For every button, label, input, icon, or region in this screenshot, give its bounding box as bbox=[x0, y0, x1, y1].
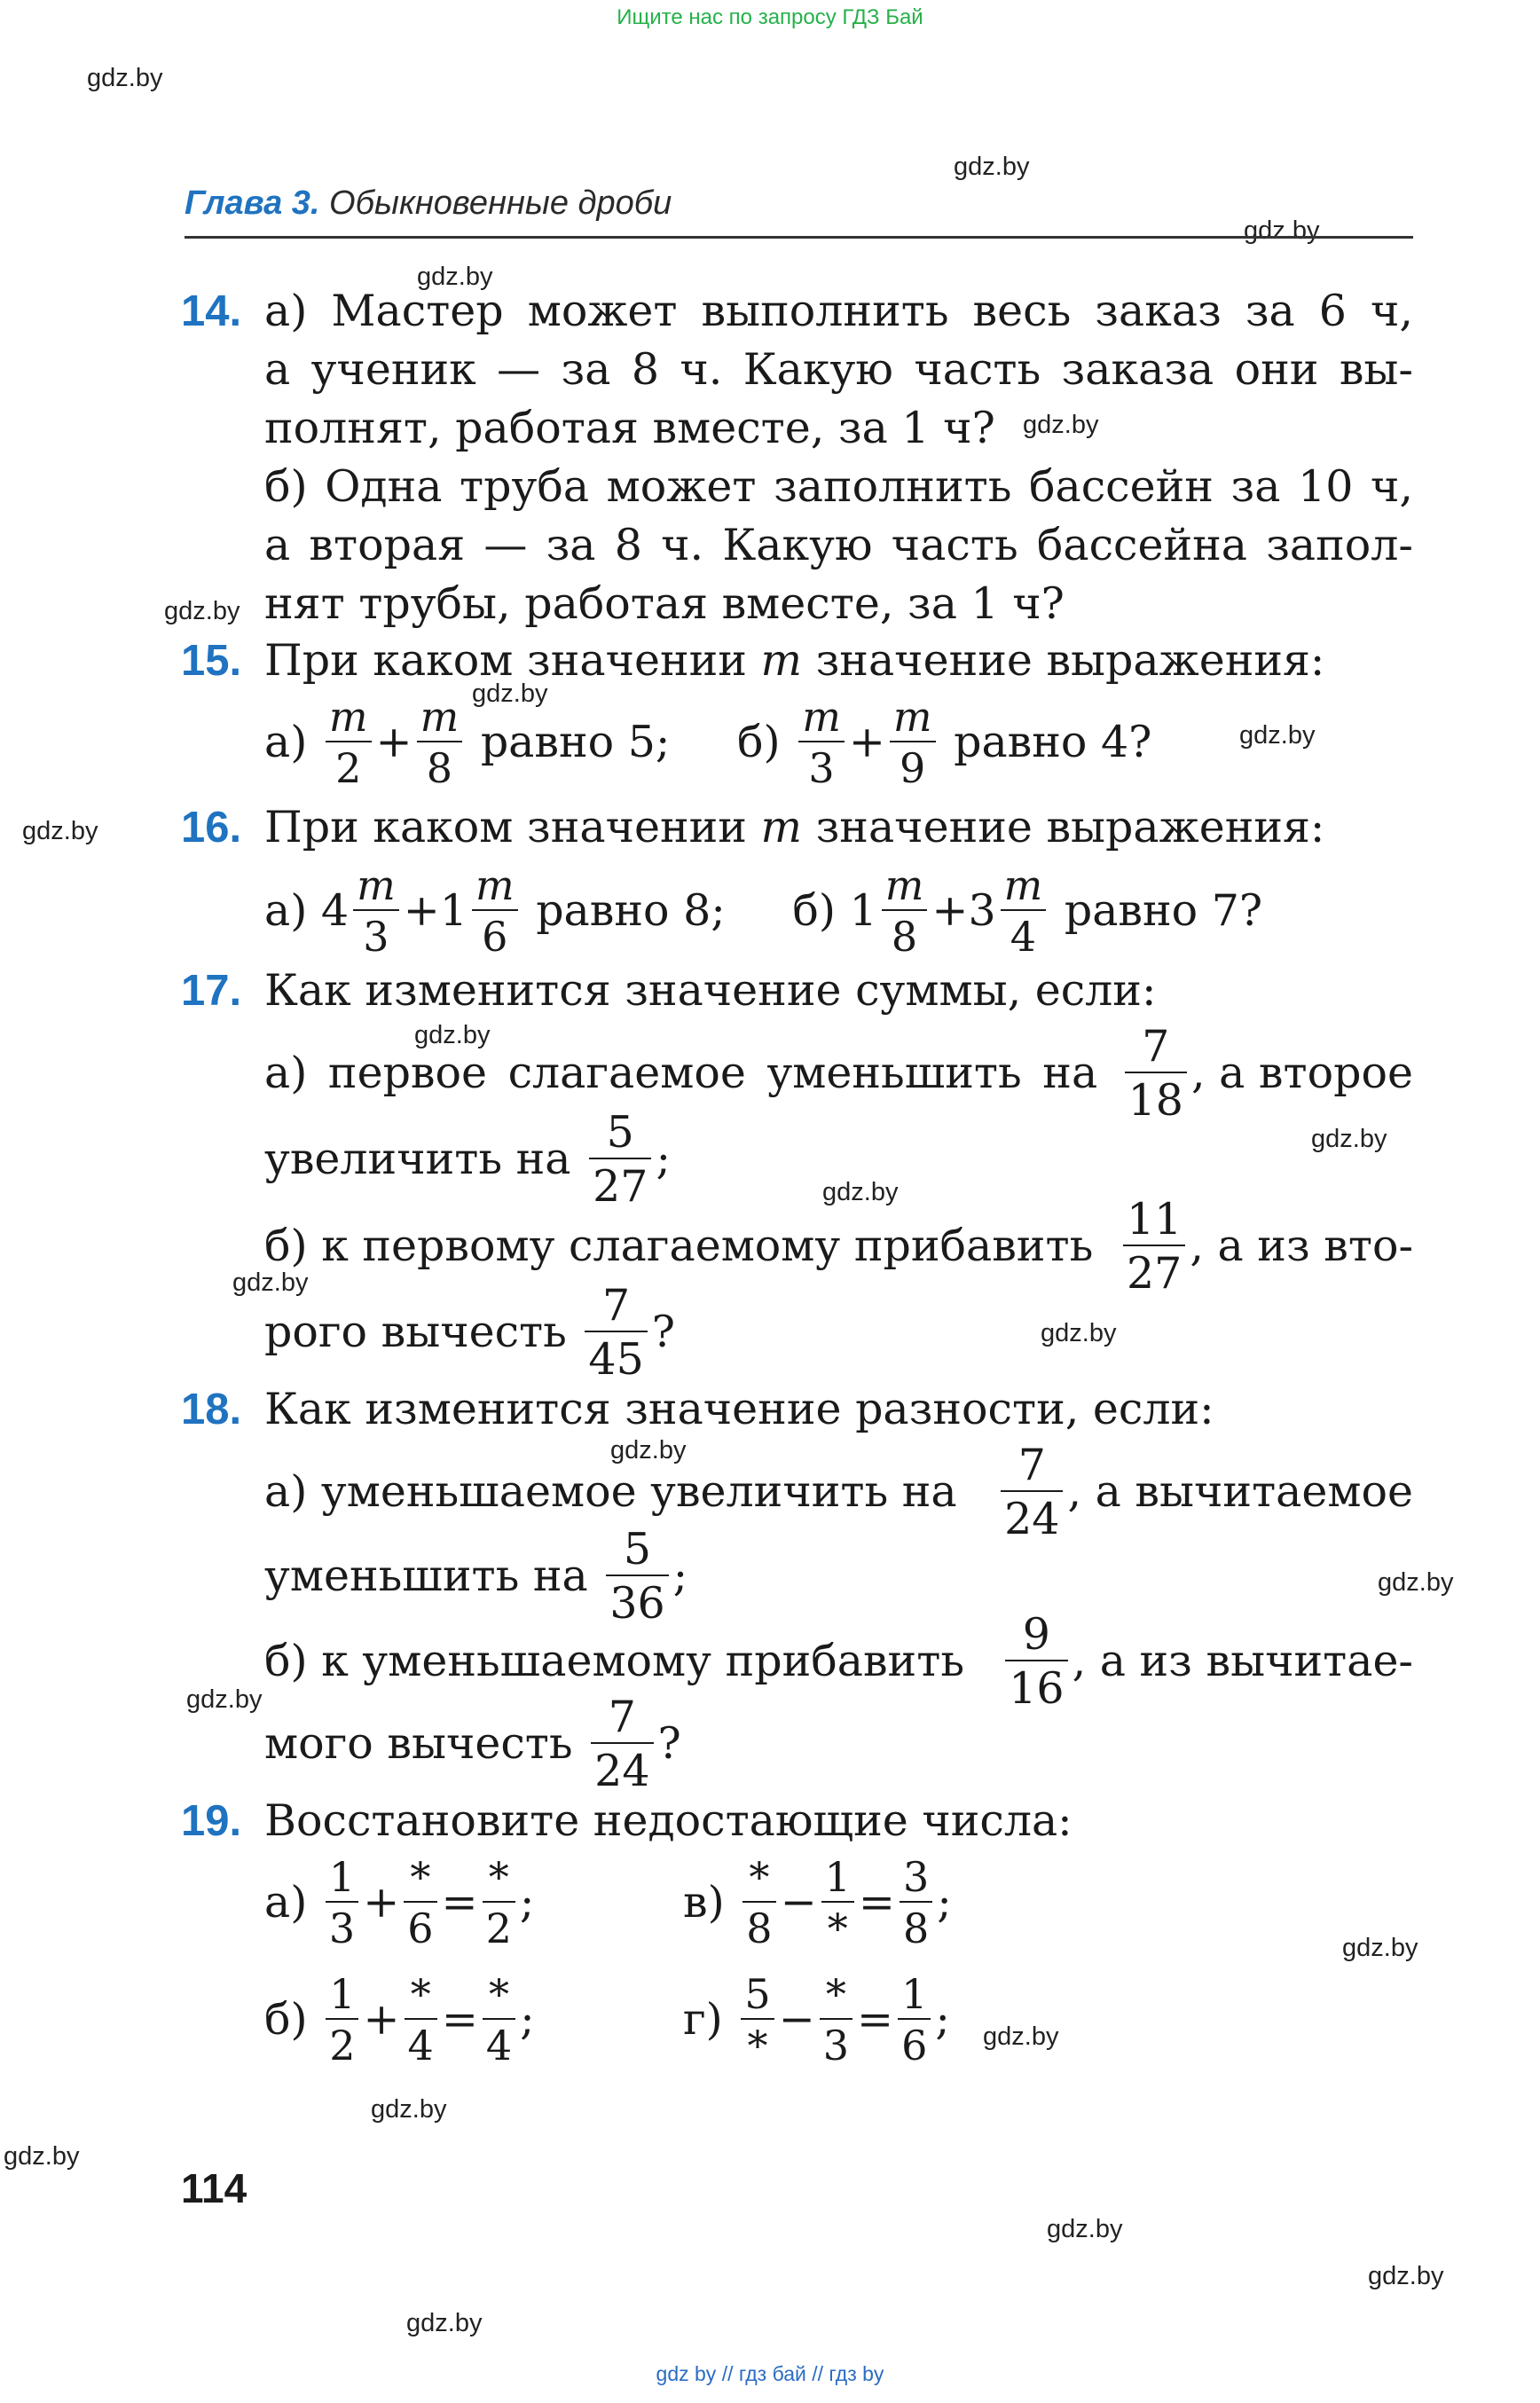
problem-17-b-line2: рого вычесть $\frac{7}{45}$ ? bbox=[264, 1280, 676, 1385]
watermark: gdz.by bbox=[472, 679, 548, 708]
watermark: gdz.by bbox=[1041, 1319, 1117, 1347]
watermark: gdz.by bbox=[1047, 2215, 1123, 2243]
watermark: gdz.by bbox=[22, 817, 98, 845]
problem-14-number: 14. bbox=[181, 287, 242, 335]
watermark: gdz.by bbox=[1378, 1568, 1454, 1597]
watermark: gdz.by bbox=[414, 1021, 491, 1049]
problem-15-part-a: а) $\frac{m}{2}$ + $\frac{m}{8}$ равно 5; bbox=[264, 693, 671, 792]
problem-14-text: а) Мастер может выполнить весь заказ за 6 ч, bbox=[264, 286, 1413, 336]
problem-16-part-a: а) 4 $\frac{m}{3}$ + 1 $\frac{m}{6}$ равно 8; bbox=[264, 861, 726, 961]
chapter-label: Глава 3. bbox=[185, 185, 320, 222]
problem-16-question: При каком значении m значение выражения: bbox=[264, 802, 1325, 852]
problem-17-number: 17. bbox=[181, 967, 242, 1015]
problem-15-question: При каком значении m значение выражения: bbox=[264, 635, 1325, 686]
watermark: gdz.by bbox=[1342, 1934, 1418, 1962]
problem-17-b-line1: б) к первому слагаемому прибавить $\frac{11}{27}$ , а из вто- bbox=[264, 1194, 1413, 1299]
problem-17-question: Как изменится значение суммы, если: bbox=[264, 965, 1157, 1016]
watermark: gdz.by bbox=[87, 64, 163, 92]
problem-15-number: 15. bbox=[181, 637, 242, 685]
problem-17-a-line1: а) первое слагаемое уменьшить на $\frac{7}{18}$ , а второе bbox=[264, 1021, 1413, 1126]
watermark: gdz.by bbox=[610, 1436, 687, 1465]
problem-19-part-b: б) $\frac{1}{2}$ + $\frac{*}{4}$ = $\frac{*}{4}$ ; bbox=[264, 1970, 535, 2069]
watermark: gdz.by bbox=[1239, 721, 1316, 750]
watermark: gdz.by bbox=[822, 1178, 899, 1206]
problem-14-text: а вторая — за 8 ч. Какую часть бассейна запол- bbox=[264, 520, 1413, 570]
bottom-banner: gdz by // гдз бай // гдз by bbox=[656, 2362, 884, 2385]
problem-18-b-line1: б) к уменьшаемому прибавить $\frac{9}{16}$ , а из вычитае- bbox=[264, 1609, 1413, 1714]
problem-16-part-b: б) 1 $\frac{m}{8}$ + 3 $\frac{m}{4}$ равно 7? bbox=[792, 861, 1263, 961]
problem-16-number: 16. bbox=[181, 804, 242, 852]
problem-14-text: а ученик — за 8 ч. Какую часть заказа они вы- bbox=[264, 344, 1413, 395]
watermark: gdz.by bbox=[1368, 2262, 1444, 2290]
problem-16-expressions bbox=[264, 862, 1262, 960]
watermark: gdz.by bbox=[4, 2142, 80, 2171]
watermark: gdz.by bbox=[954, 153, 1030, 181]
watermark: gdz.by bbox=[983, 2022, 1059, 2051]
watermark: gdz.by bbox=[1244, 216, 1320, 245]
problem-18-a-line1: а) уменьшаемое увеличить на $\frac{7}{24}$ , а вычитаемое bbox=[264, 1440, 1413, 1544]
watermark: gdz.by bbox=[406, 2309, 483, 2337]
problem-19-part-v: в) $\frac{*}{8}$ − $\frac{1}{*}$ = $\frac{3}{8}$ ; bbox=[683, 1853, 952, 1952]
problem-14-text: полнят, работая вместе, за 1 ч? bbox=[264, 403, 995, 453]
problem-15-expressions bbox=[264, 694, 1151, 791]
watermark: gdz.by bbox=[371, 2095, 447, 2124]
top-banner: Ищите нас по запросу ГДЗ Бай bbox=[617, 5, 923, 29]
problem-19-number: 19. bbox=[181, 1797, 242, 1845]
watermark: gdz.by bbox=[186, 1685, 263, 1714]
watermark: gdz.by bbox=[417, 263, 493, 291]
problem-14-text: нят трубы, работая вместе, за 1 ч? bbox=[264, 578, 1065, 629]
problem-18-b-line2: мого вычесть $\frac{7}{24}$ ? bbox=[264, 1692, 681, 1796]
problem-15-part-b: б) $\frac{m}{3}$ + $\frac{m}{9}$ равно 4? bbox=[736, 693, 1152, 792]
problem-17-a-line2: увеличить на $\frac{5}{27}$ ; bbox=[264, 1107, 671, 1212]
watermark: gdz.by bbox=[1023, 411, 1099, 439]
page-number: 114 bbox=[181, 2165, 248, 2211]
watermark: gdz.by bbox=[1311, 1125, 1387, 1153]
watermark: gdz.by bbox=[164, 597, 240, 625]
watermark: gdz.by bbox=[232, 1268, 309, 1297]
problem-18-number: 18. bbox=[181, 1386, 242, 1433]
problem-19-part-g: г) $\frac{5}{*}$ − $\frac{*}{3}$ = $\frac{1}{6}$ ; bbox=[683, 1970, 950, 2069]
problem-19-part-a: а) $\frac{1}{3}$ + $\frac{*}{6}$ = $\frac{*}{2}$ ; bbox=[264, 1853, 535, 1952]
problem-14-text: б) Одна труба может заполнить бассейн за 10 ч, bbox=[264, 461, 1413, 512]
problem-18-a-line2: уменьшить на $\frac{5}{36}$ ; bbox=[264, 1524, 688, 1629]
problem-18-question: Как изменится значение разности, если: bbox=[264, 1384, 1214, 1434]
problem-19-question: Восстановите недостающие числа: bbox=[264, 1795, 1072, 1846]
chapter-subtitle: Обыкновенные дроби bbox=[329, 185, 672, 222]
chapter-header bbox=[185, 185, 1413, 239]
